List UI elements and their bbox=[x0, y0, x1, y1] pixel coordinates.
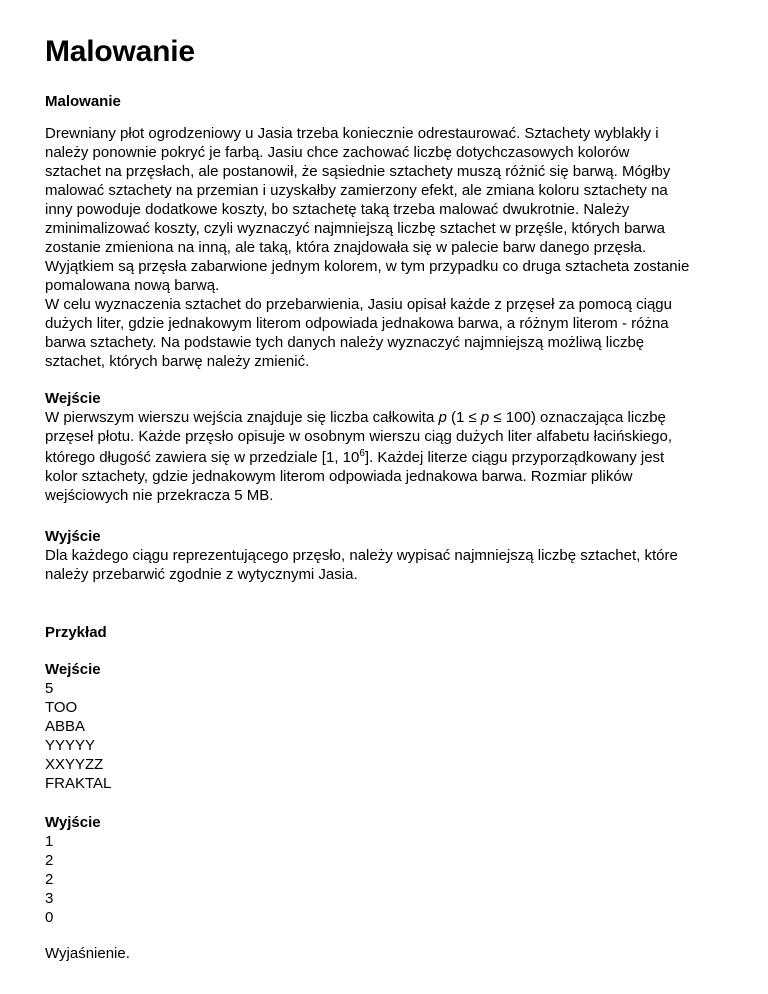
output-section bbox=[45, 527, 735, 584]
example-output-line: 2 bbox=[45, 871, 54, 888]
example-output-line: 0 bbox=[45, 909, 54, 926]
problem-subtitle: Malowanie bbox=[45, 93, 121, 110]
example-input-line: TOO bbox=[45, 699, 78, 716]
description-line: zminimalizować koszty, czyli wyznaczyć najmniejszą liczbę sztachet w przęśle, których barwa bbox=[45, 220, 665, 237]
example-output-line: 3 bbox=[45, 890, 54, 907]
example-input-line: ABBA bbox=[45, 718, 86, 735]
description-line: barwa sztachety. Na podstawie tych danych należy wyznaczyć najmniejszą możliwą liczbę bbox=[45, 334, 645, 351]
description-line: inny powoduje dodatkowe koszty, bo sztachetę taką trzeba malować dwukrotnie. Należy bbox=[45, 201, 630, 218]
input-description-line: kolor sztachety, gdzie jednakowym literom odpowiada jednakowa barwa. Rozmiar plików bbox=[45, 468, 633, 485]
example-output-heading: Wyjście bbox=[45, 814, 101, 831]
explanation-label: Wyjaśnienie. bbox=[45, 945, 130, 962]
problem-description bbox=[45, 124, 735, 371]
input-description-line: którego długość zawiera się w przedziale [1, $10^6$]. Każdej literze ciągu przyporządkowany jest bbox=[45, 448, 665, 466]
description-line: pomalowana nową barwą. bbox=[45, 277, 220, 294]
description-line: W celu wyznaczenia sztachet do przebarwienia, Jasiu opisał każde z przęseł za pomocą ciągu bbox=[45, 296, 672, 313]
description-line: Wyjątkiem są przęsła zabarwione jednym kolorem, w tym przypadku co druga sztacheta zostanie bbox=[45, 258, 690, 275]
description-line: zostanie zmieniona na inną, ale taką, która znajdowała się w palecie barw danego przęsła. bbox=[45, 239, 647, 256]
output-description-line: należy przebarwić zgodnie z wytycznymi Jasia. bbox=[45, 566, 358, 583]
example-heading: Przykład bbox=[45, 624, 107, 641]
example-input-line: YYYYY bbox=[45, 737, 96, 754]
input-heading: Wejście bbox=[45, 390, 101, 407]
input-section bbox=[45, 389, 735, 505]
example-input-line: FRAKTAL bbox=[45, 775, 112, 792]
description-line: należy ponownie pokryć je farbą. Jasiu chce zachować liczbę dotychczasowych kolorów bbox=[45, 144, 630, 161]
description-line: sztachet na przęsłach, ale postanowił, że sąsiednie sztachety muszą różnić się barwą. Mógłby bbox=[45, 163, 671, 180]
description-line: malować sztachety na przemian i uzyskałby zamierzony efekt, ale zmiana koloru sztachety na bbox=[45, 182, 668, 199]
description-line: sztachet, których barwę należy zmienić. bbox=[45, 353, 310, 370]
input-description-line: przęseł płotu. Każde przęsło opisuje w osobnym wierszu ciąg dużych liter alfabetu łacińskiego, bbox=[45, 428, 672, 445]
example-input bbox=[45, 660, 735, 793]
example-input-line: XXYYZZ bbox=[45, 756, 104, 773]
description-line: Drewniany płot ogrodzeniowy u Jasia trzeba koniecznie odrestaurować. Sztachety wyblakły i bbox=[45, 125, 659, 142]
example-input-line: 5 bbox=[45, 680, 54, 697]
example-output bbox=[45, 813, 735, 927]
example-output-line: 1 bbox=[45, 833, 54, 850]
description-line: dużych liter, gdzie jednakowym literom odpowiada jednakowa barwa, a różnym literom - różna bbox=[45, 315, 669, 332]
output-heading: Wyjście bbox=[45, 528, 101, 545]
input-description-line: wejściowych nie przekracza 5 MB. bbox=[45, 487, 274, 504]
example-input-heading: Wejście bbox=[45, 661, 101, 678]
page-title: Malowanie bbox=[45, 35, 195, 68]
example-output-line: 2 bbox=[45, 852, 54, 869]
output-description-line: Dla każdego ciągu reprezentującego przęsło, należy wypisać najmniejszą liczbę sztachet, które bbox=[45, 547, 678, 564]
input-description-line: W pierwszym wierszu wejścia znajduje się liczba całkowita p (1 ≤ p ≤ 100) oznaczająca liczbę bbox=[45, 409, 666, 426]
